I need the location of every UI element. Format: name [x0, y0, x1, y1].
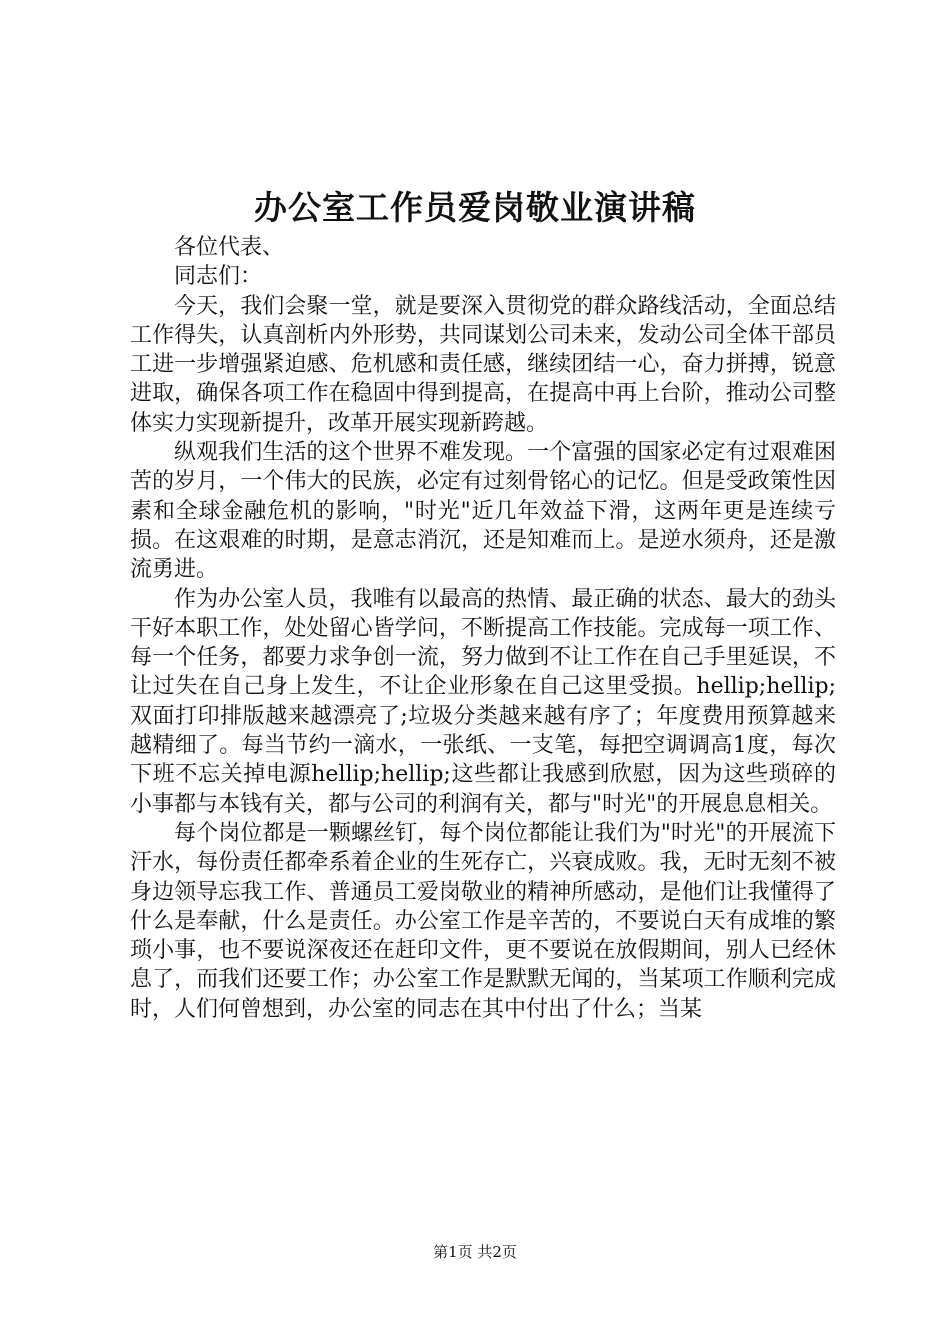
document-body: [130, 233, 836, 1024]
document-title: 办公室工作员爱岗敬业演讲稿: [254, 188, 696, 227]
body-paragraph: 作为办公室人员，我唯有以最高的热情、最正确的状态、最大的劲头干好本职工作，处处留心皆学问，不断提高工作技能。完成每一项工作、每一个任务，都要力求争创一流，努力做到不让工作在自己手里延误，不让过失在自己身上发生，不让企业形象在自己这里受损。hellip;hellip;双面打印排版越来越漂亮了;垃圾分类越来越有序了；年度费用预算越来越精细了。每当节约一滴水，一张纸、一支笔，每把空调调高1度，每次下班不忘关掉电源hellip;hellip;这些都让我感到欣慰，因为这些琐碎的小事都与本钱有关，都与公司的利润有关，都与"时光"的开展息息相关。: [130, 586, 836, 817]
body-paragraph: 每个岗位都是一颗螺丝钉，每个岗位都能让我们为"时光"的开展流下汗水，每份责任都牵系着企业的生死存亡，兴衰成败。我，无时无刻不被身边领导忘我工作、普通员工爱岗敬业的精神所感动，是他们让我懂得了什么是奉献，什么是责任。办公室工作是辛苦的，不要说白天有成堆的繁琐小事，也不要说深夜还在赶印文件，更不要说在放假期间，别人已经休息了，而我们还要工作；办公室工作是默默无闻的，当某项工作顺利完成时，人们何曾想到，办公室的同志在其中付出了什么；当某: [130, 820, 836, 1022]
salutation-line: 同志们：: [174, 264, 263, 290]
page-footer: 第1页 共2页: [433, 1243, 517, 1261]
body-paragraph: 纵观我们生活的这个世界不难发现。一个富强的国家必定有过艰难困苦的岁月，一个伟大的民族，必定有过刻骨铭心的记忆。但是受政策性因素和全球金融危机的影响，"时光"近几年效益下滑，这两年更是连续亏损。在这艰难的时期，是意志消沉，还是知难而上。是逆水须舟，还是激流勇进。: [130, 440, 836, 583]
body-paragraph: 今天，我们会聚一堂，就是要深入贯彻党的群众路线活动，全面总结工作得失，认真剖析内外形势，共同谋划公司未来，发动公司全体干部员工进一步增强紧迫感、危机感和责任感，继续团结一心，奋力拼搏，锐意进取，确保各项工作在稳固中得到提高，在提高中再上台阶，推动公司整体实力实现新提升，改革开展实现新跨越。: [130, 293, 836, 436]
salutation-line: 各位代表、: [174, 235, 285, 260]
